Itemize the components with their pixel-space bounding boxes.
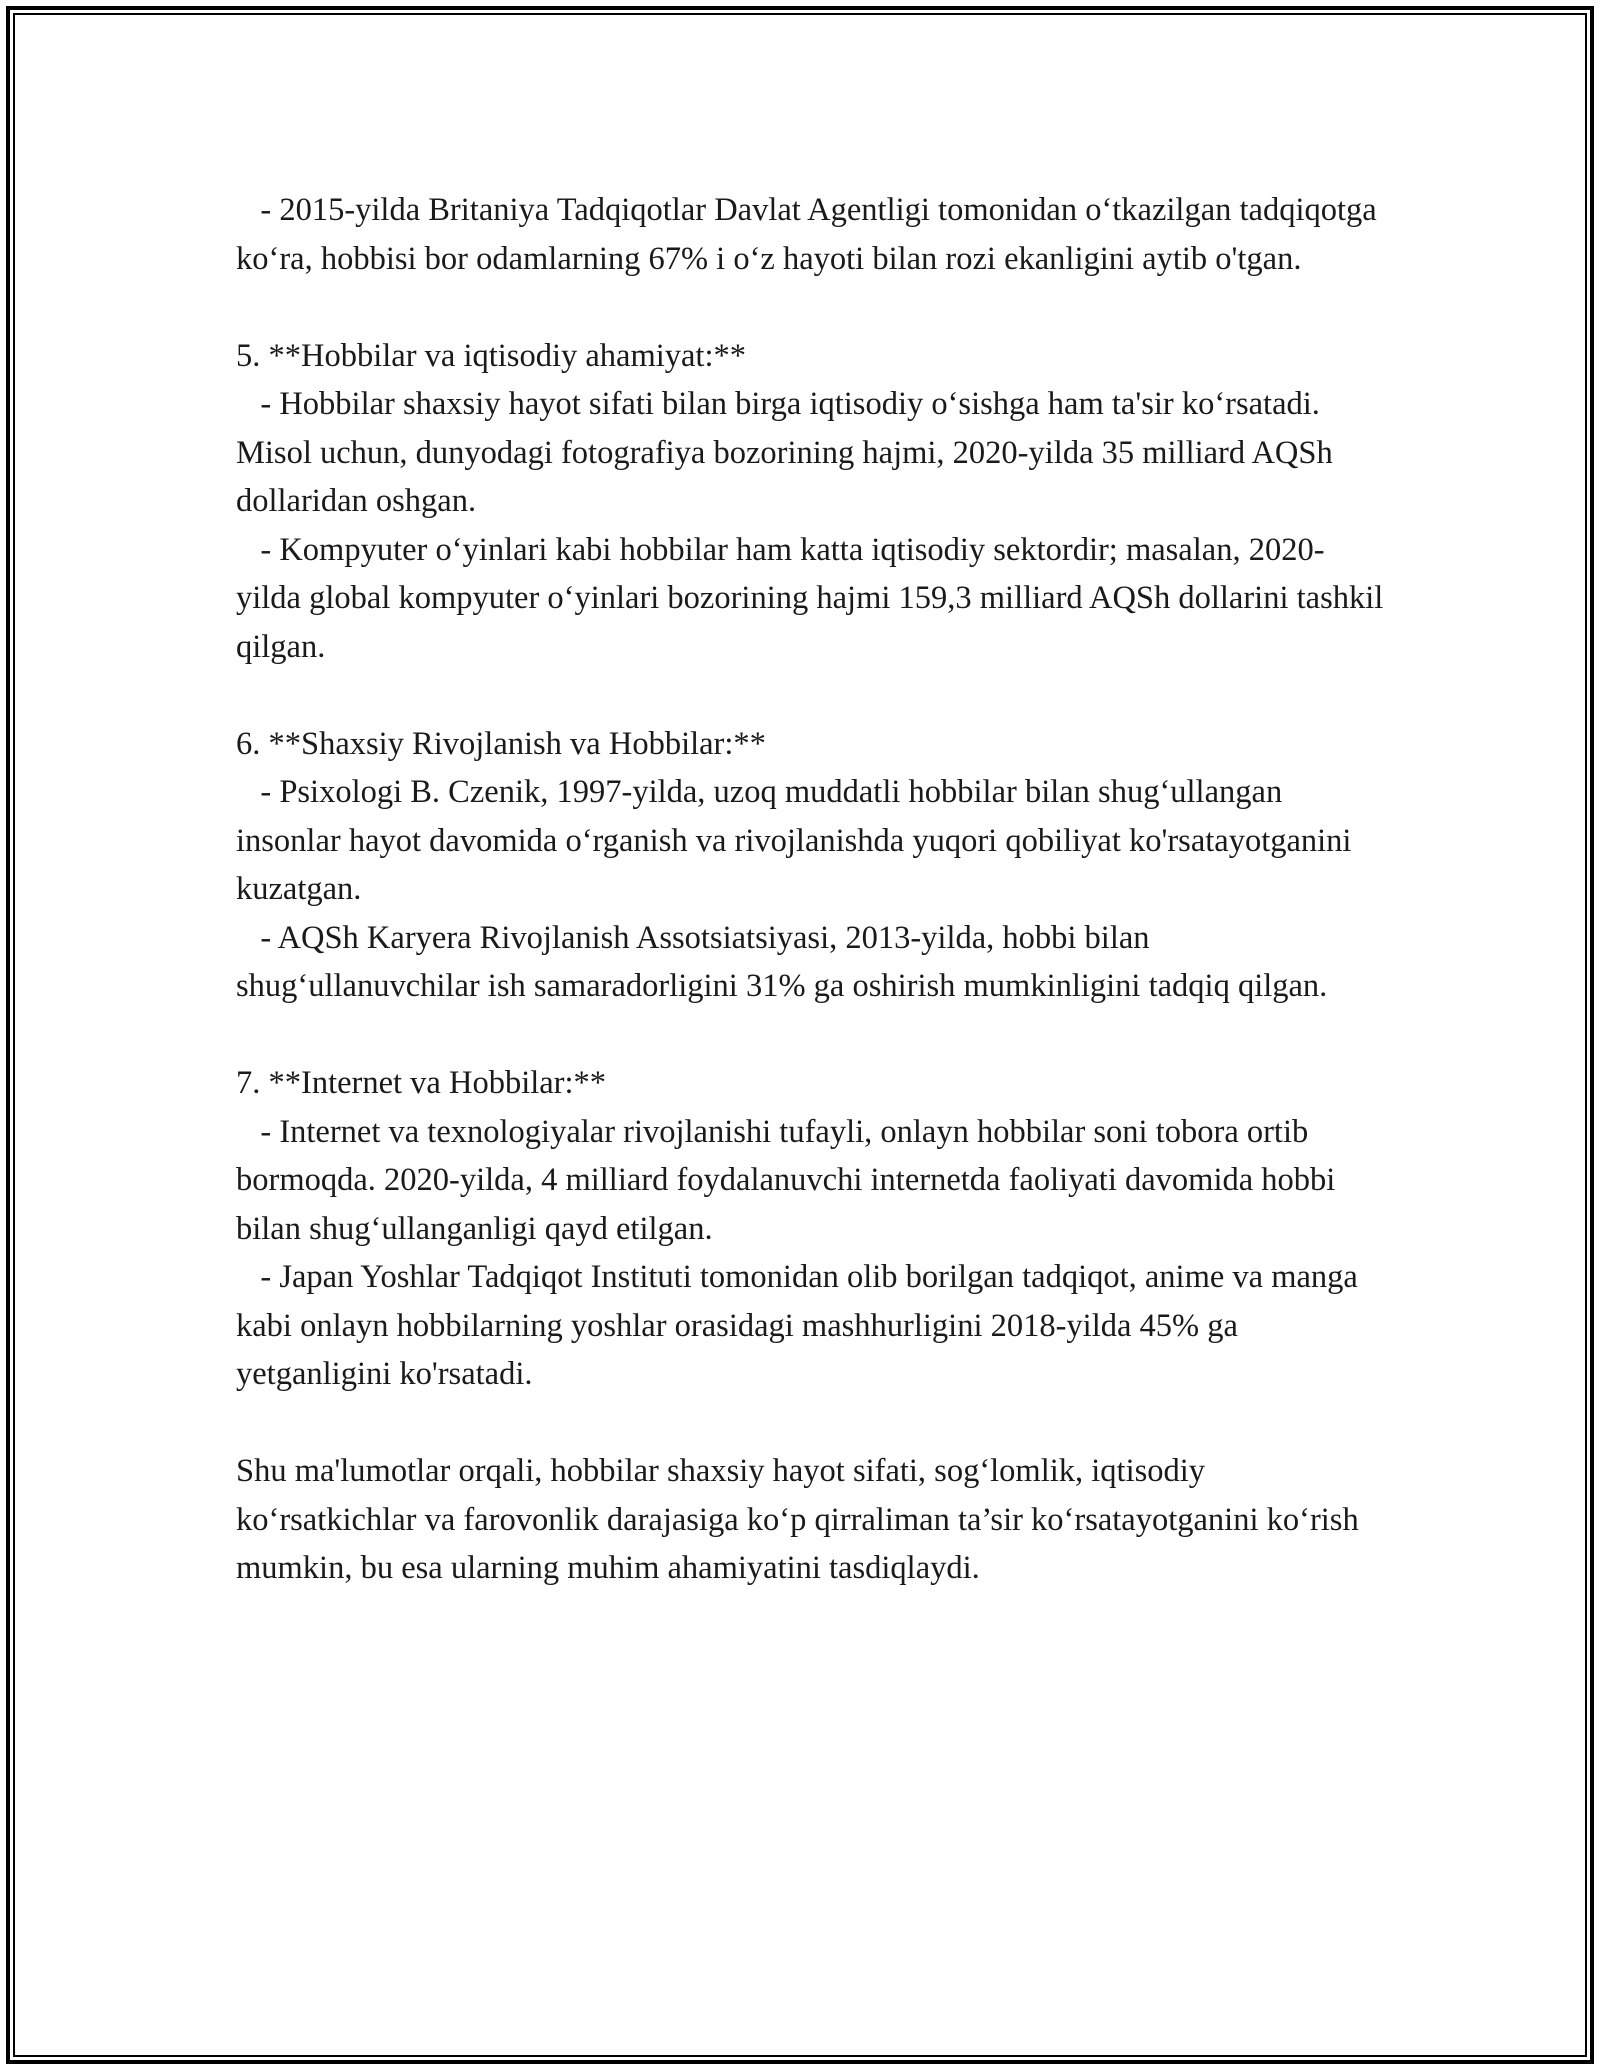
bullet-paragraph: - AQSh Karyera Rivojlanish Assotsiatsiyasi, 2013-yilda, hobbi bilan shug‘ullanuvchilar ish samaradorligini 31% ga oshirish mumkinligini tadqiq qilgan.: [236, 919, 1328, 1004]
section-heading: 5. **Hobbilar va iqtisodiy ahamiyat:**: [236, 337, 746, 374]
bullet-paragraph: - Hobbilar shaxsiy hayot sifati bilan birga iqtisodiy o‘sishga ham ta'sir ko‘rsatadi. Misol uchun, dunyodagi fotografiya bozorining hajmi, 2020-yilda 35 milliard AQSh dollaridan oshgan.: [236, 386, 1341, 519]
paragraph-spacer: [236, 671, 1386, 720]
bullet-paragraph: - Psixologi B. Czenik, 1997-yilda, uzoq muddatli hobbilar bilan shug‘ullangan insonlar hayot davomida o‘rganish va rivojlanishda yuqori qobiliyat ko'rsatayotganini kuzatgan.: [236, 774, 1360, 907]
paragraph-spacer: [236, 1399, 1386, 1448]
bullet-paragraph: - Internet va texnologiyalar rivojlanishi tufayli, onlayn hobbilar soni tobora ortib bormoqda. 2020-yilda, 4 milliard foydalanuvchi internetda faoliyati davomida hobbi bilan shug‘ullanganligi qayd etilgan.: [236, 1113, 1344, 1247]
bullet-paragraph: - Japan Yoshlar Tadqiqot Instituti tomonidan olib borilgan tadqiqot, anime va manga kabi onlayn hobbilarning yoshlar orasidagi mashhurligini 2018-yilda 45% ga yetganligini ko'rsatadi.: [236, 1259, 1366, 1392]
document-body: [236, 186, 1392, 1593]
section-heading: 6. **Shaxsiy Rivojlanish va Hobbilar:**: [236, 725, 766, 762]
bullet-paragraph: - Kompyuter o‘yinlari kabi hobbilar ham katta iqtisodiy sektordir; masalan, 2020-yilda global kompyuter o‘yinlari bozorining hajmi 159,3 milliard AQSh dollarini tashkil qilgan.: [236, 531, 1392, 665]
paragraph-spacer: [236, 1011, 1386, 1060]
paragraph-spacer: [236, 283, 1386, 332]
conclusion-paragraph: Shu ma'lumotlar orqali, hobbilar shaxsiy hayot sifati, sog‘lomlik, iqtisodiy ko‘rsatkichlar va farovonlik darajasiga ko‘p qirraliman ta’sir ko‘rsatayotganini ko‘rish mumkin, bu esa ularning muhim ahamiyatini tasdiqlaydi.: [236, 1453, 1367, 1586]
section-heading: 7. **Internet va Hobbilar:**: [236, 1065, 607, 1101]
bullet-paragraph: - 2015-yilda Britaniya Tadqiqotlar Davlat Agentligi tomonidan o‘tkazilgan tadqiqotga ko‘ra, hobbisi bor odamlarning 67% i o‘z hayoti bilan rozi ekanligini aytib o'tgan.: [236, 192, 1385, 277]
